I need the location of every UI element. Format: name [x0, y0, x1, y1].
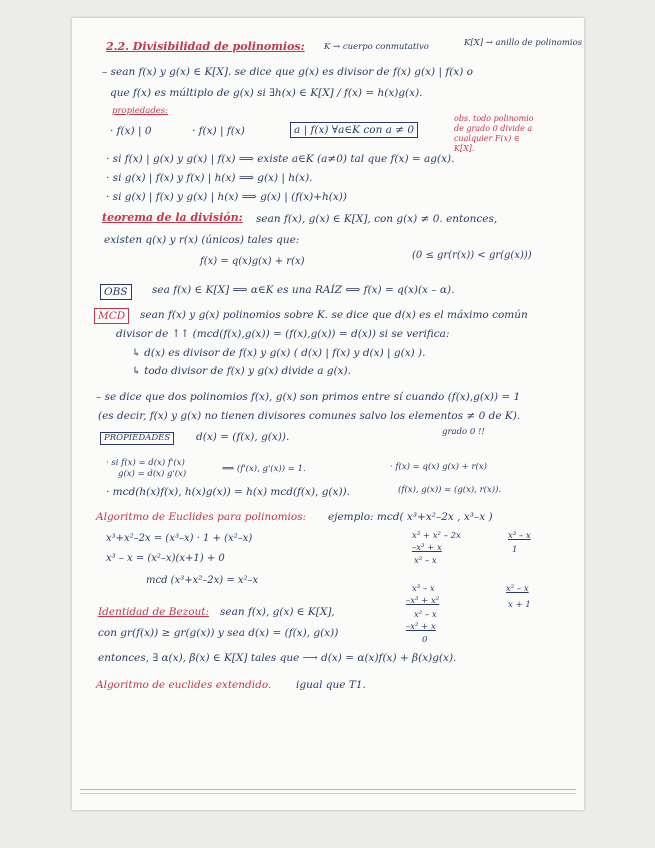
obs-text: sea f(x) ∈ K[X] ⟹ α∈K es una RAÍZ ⟺ f(x) = q(x)(x – α).: [152, 284, 455, 296]
property-1: · f(x) | 0: [110, 125, 152, 137]
properties-2-label: PROPIEDADES: [100, 432, 174, 445]
properties-label: propiedades:: [112, 106, 169, 116]
page-bottom-rule-2: [80, 793, 576, 794]
euclides-result: mcd (x³+x²–2x) = x²–x: [146, 575, 259, 586]
field-note: K → cuerpo conmutativo: [324, 42, 429, 52]
extended-euclides-note: igual que T1.: [296, 679, 366, 691]
mcd-line-1: sean f(x) y g(x) polinomios sobre K. se dice que d(x) es el máximo común: [140, 309, 528, 321]
mcd-line-4: ↳ todo divisor de f(x) y g(x) divide a g(x).: [132, 365, 351, 377]
divisor-definition-line-2: que f(x) es múltiplo de g(x) si ∃h(x) ∈ K[X] / f(x) = h(x)g(x).: [110, 87, 423, 99]
mcd-line-2: divisor de ↑↑ (mcd(f(x),g(x)) = (f(x),g(x)) = d(x)) si se verifica:: [116, 328, 450, 340]
obs-label: OBS: [100, 284, 132, 300]
division-2-subtract-2: –x² + x: [406, 622, 436, 632]
division-equation: f(x) = q(x)g(x) + r(x): [200, 256, 305, 267]
division-2-dividend: x³ – x: [412, 584, 435, 594]
gcd-property-1c: ⟹ (f'(x), g'(x)) = 1.: [222, 464, 306, 474]
gcd-property-3: · mcd(h(x)f(x), h(x)g(x)) = h(x) mcd(f(x), g(x)).: [106, 486, 350, 498]
extended-euclides: Algoritmo de euclides extendido.: [96, 679, 272, 691]
properties-2-equation: d(x) = (f(x), g(x)).: [196, 431, 290, 443]
division-2-quotient: x + 1: [508, 600, 531, 610]
ring-note: K[X] → anillo de polinomios: [464, 38, 583, 48]
coprime-note: grado 0 !!: [442, 427, 485, 437]
coprime-line-1: – se dice que dos polinomios f(x), g(x) son primos entre sí cuando (f(x),g(x)) = 1: [96, 391, 521, 403]
division-2-divisor: x² – x: [506, 584, 529, 594]
section-title: 2.2. Divisibilidad de polinomios:: [106, 40, 305, 53]
page-bottom-rule: [80, 789, 576, 790]
gcd-property-1b: g(x) = d(x) g'(x): [118, 469, 187, 479]
mcd-label: MCD: [94, 308, 129, 324]
division-1-dividend: x³ + x² – 2x: [412, 531, 461, 541]
property-4: · si f(x) | g(x) y g(x) | f(x) ⟹ existe a∈K (a≠0) tal que f(x) = ag(x).: [106, 153, 455, 165]
divisor-definition-line-1: – sean f(x) y g(x) ∈ K[X]. se dice que g(x) es divisor de f(x) g(x) | f(x) o: [102, 66, 473, 78]
bezout-title: Identidad de Bezout:: [98, 606, 210, 618]
gcd-property-2b: (f(x), g(x)) = (g(x), r(x)).: [398, 485, 502, 495]
gcd-property-1a: · si f(x) = d(x) f'(x): [106, 458, 185, 468]
euclides-step-1: x³+x²–2x = (x³–x) · 1 + (x²–x): [106, 533, 253, 544]
division-1-subtract: –x³ + x: [412, 543, 442, 553]
bezout-line-1: sean f(x), g(x) ∈ K[X],: [220, 606, 335, 618]
property-5: · si g(x) | f(x) y f(x) | h(x) ⟹ g(x) | h(x).: [106, 172, 313, 184]
property-2: · f(x) | f(x): [192, 125, 245, 137]
division-1-remainder: x² – x: [414, 556, 437, 566]
division-2-remainder: 0: [422, 635, 428, 645]
bezout-line-3: entonces, ∃ α(x), β(x) ∈ K[X] tales que ⟶ d(x) = α(x)f(x) + β(x)g(x).: [98, 652, 457, 664]
division-theorem-line-2: existen q(x) y r(x) (únicos) tales que:: [104, 234, 300, 246]
property-3-boxed: a | f(x) ∀a∈K con a ≠ 0: [290, 122, 418, 138]
property-6: · si g(x) | f(x) y g(x) | h(x) ⟹ g(x) | (f(x)+h(x)): [106, 191, 347, 203]
coprime-line-2: (es decir, f(x) y g(x) no tienen divisores comunes salvo los elementos ≠ 0 de K).: [98, 410, 521, 422]
euclides-step-2: x³ – x = (x²–x)(x+1) + 0: [106, 553, 225, 564]
property-3-note: obs. todo polinomio de grado 0 divide a cualquier F(x) ∈ K[X].: [454, 114, 534, 153]
euclides-title: Algoritmo de Euclides para polinomios:: [96, 511, 307, 523]
division-theorem-line-1: sean f(x), g(x) ∈ K[X], con g(x) ≠ 0. entonces,: [256, 213, 498, 225]
bezout-line-2: con gr(f(x)) ≥ gr(g(x)) y sea d(x) = (f(x), g(x)): [98, 627, 339, 639]
division-2-subtract: –x³ + x²: [406, 596, 440, 606]
mcd-line-3: ↳ d(x) es divisor de f(x) y g(x) ( d(x) | f(x) y d(x) | g(x) ).: [132, 347, 426, 359]
division-1-divisor: x³ – x: [508, 531, 531, 541]
gcd-property-2a: · f(x) = q(x) g(x) + r(x): [390, 462, 487, 472]
euclides-example: ejemplo: mcd( x³+x²–2x , x³–x ): [328, 511, 493, 523]
division-condition: (0 ≤ gr(r(x)) < gr(g(x))): [412, 250, 532, 261]
division-1-quotient: 1: [512, 545, 518, 555]
division-2-partial: x² – x: [414, 610, 437, 620]
notebook-page: [72, 18, 584, 810]
division-theorem-title: teorema de la división:: [102, 211, 243, 224]
